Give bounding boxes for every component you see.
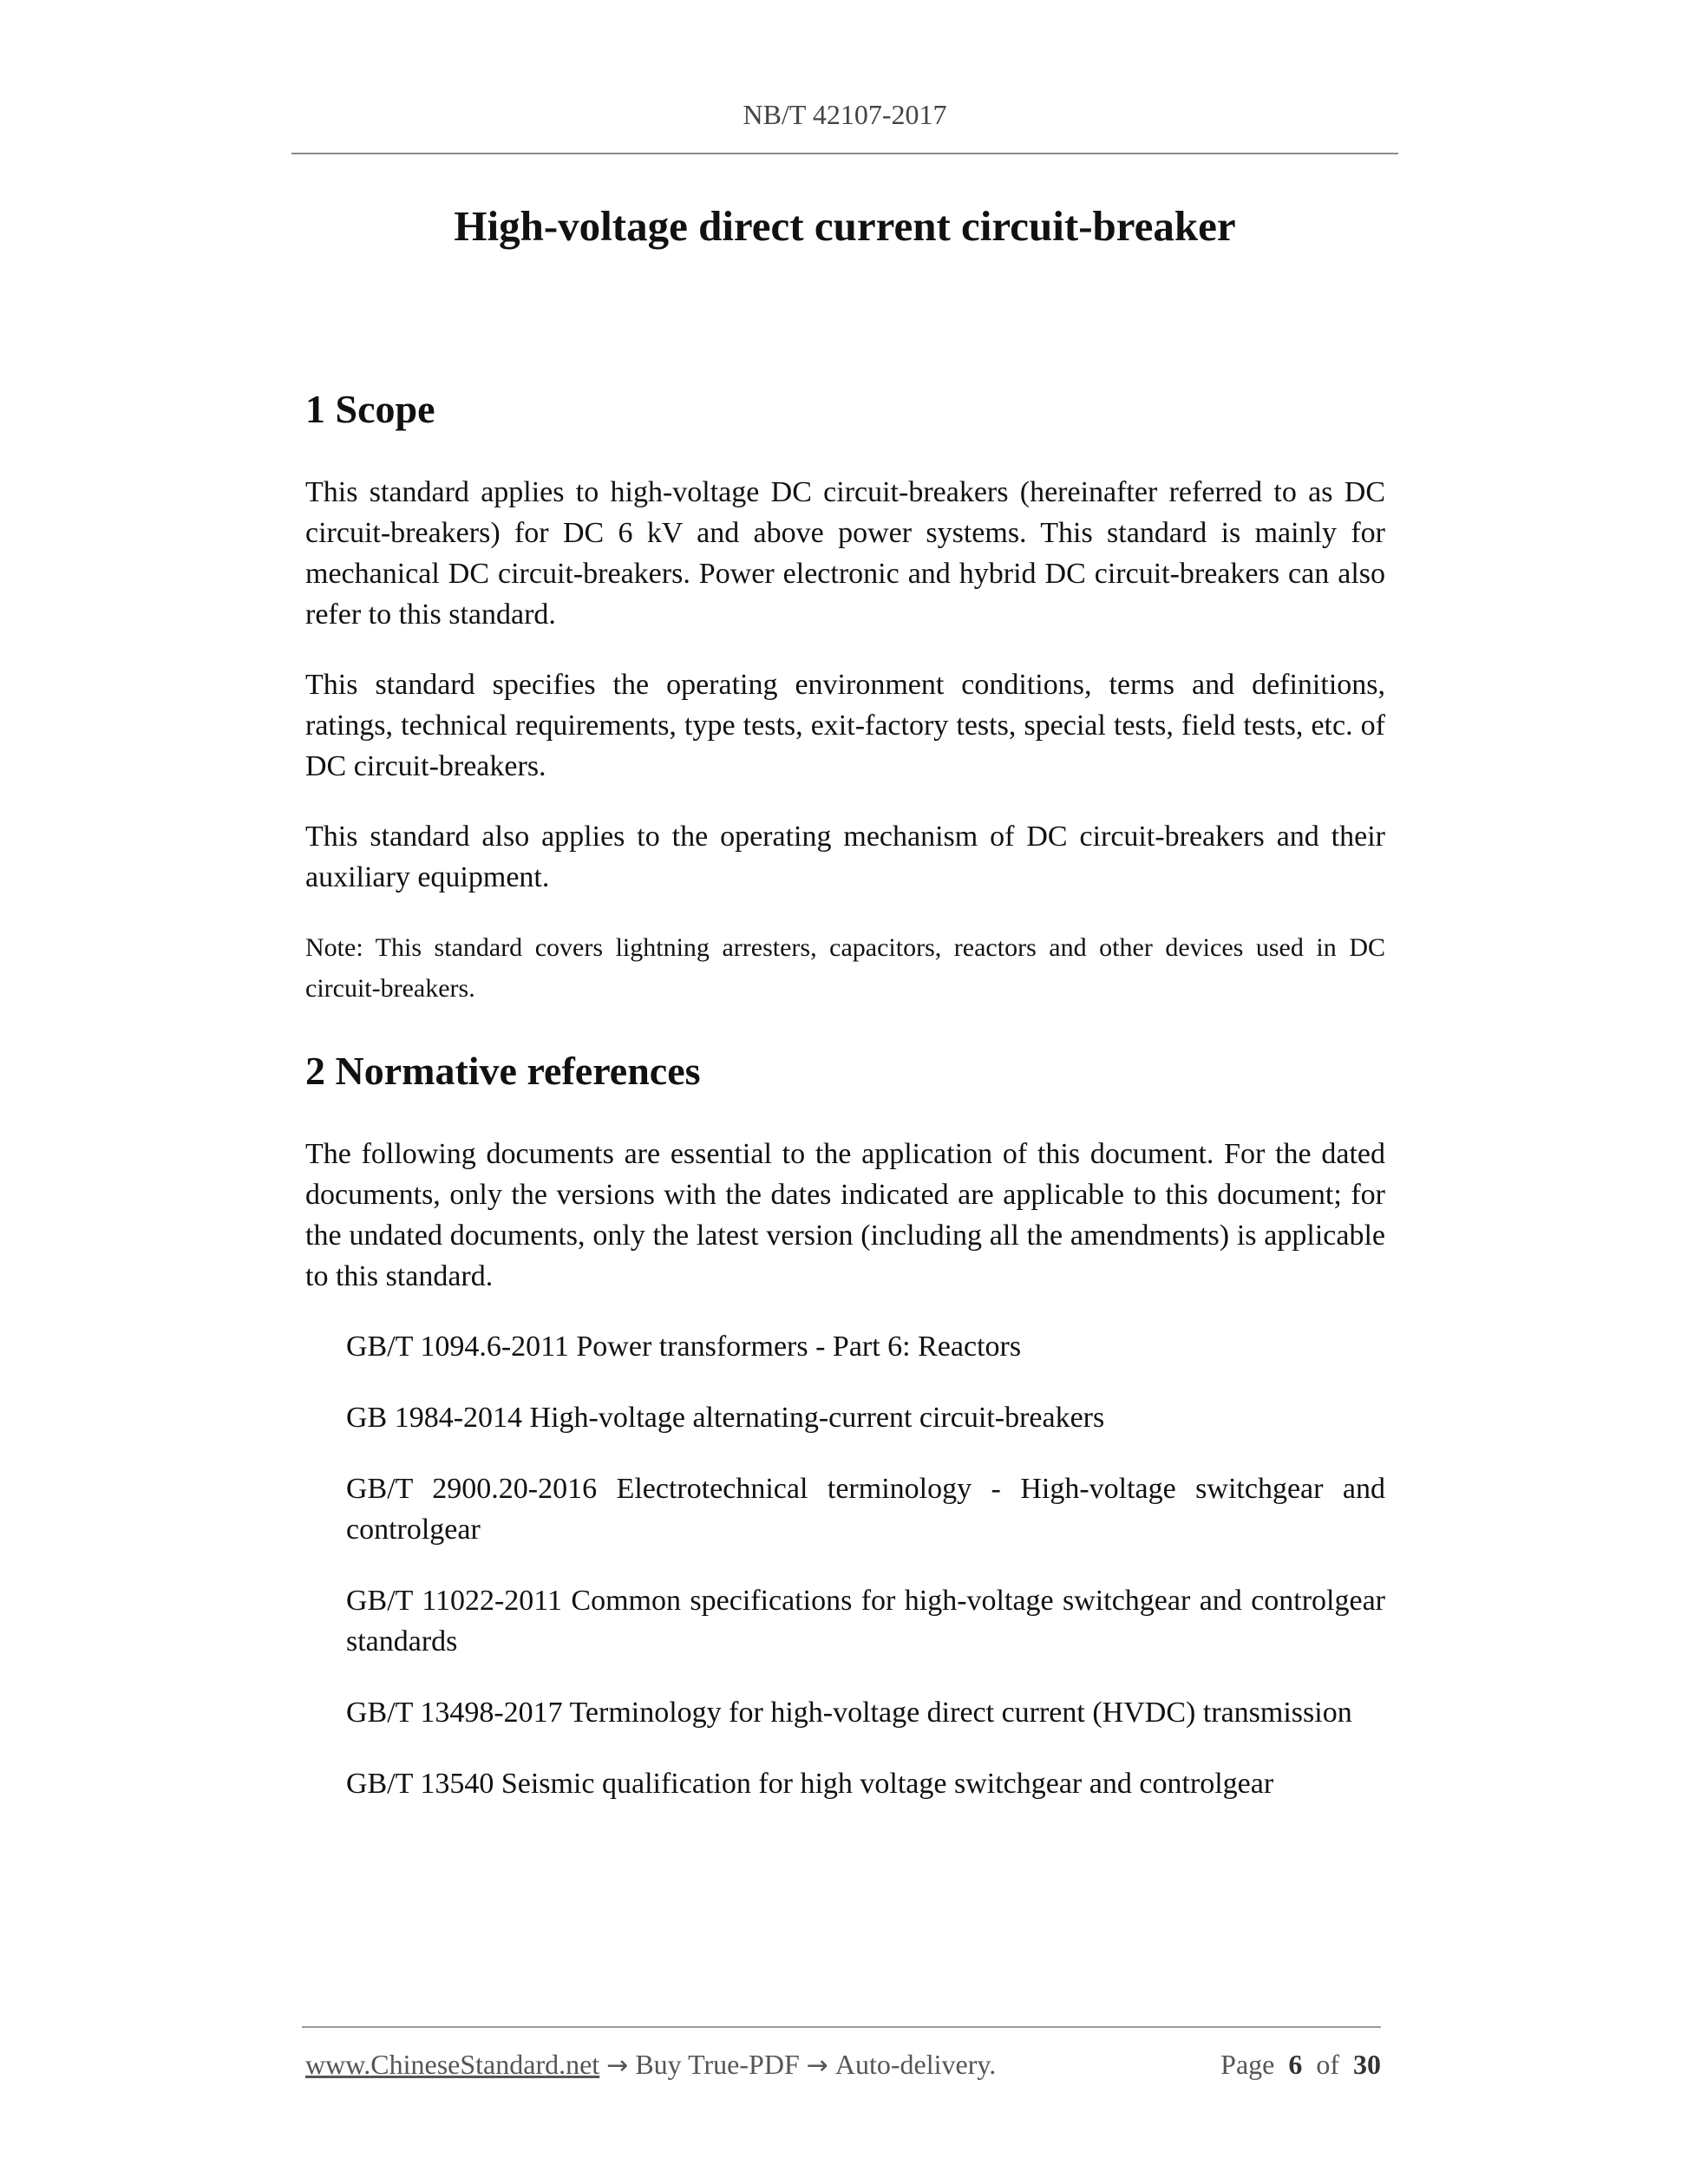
scope-paragraph-2: This standard specifies the operating environment conditions, terms and definitions, ratings, technical requirements, type tests, exit-factory tests, special tests, field tests, etc. of DC circuit-breakers.	[305, 669, 1385, 782]
page-total: 30	[1353, 2049, 1381, 2080]
section-heading-normative-references: 2 Normative references	[305, 1049, 701, 1093]
page-label: Page	[1220, 2049, 1275, 2080]
buy-text: Buy True-PDF	[635, 2049, 800, 2080]
references-intro: The following documents are essential to the application of this document. For the dated documents, only the versions with the dates indicated are applicable to this document; for the undated documents, only the latest version (including all the amendments) is applicable to this standard.	[305, 1138, 1385, 1292]
header-divider	[291, 153, 1398, 154]
footer-promo	[305, 2049, 996, 2081]
page-of: of	[1316, 2049, 1339, 2080]
arrow-right-icon: →	[806, 2050, 828, 2081]
running-header: NB/T 42107-2017	[743, 99, 947, 130]
reference-item: GB/T 13498-2017 Terminology for high-voltage direct current (HVDC) transmission	[346, 1697, 1352, 1729]
reference-item: GB/T 13540 Seismic qualification for high voltage switchgear and controlgear	[346, 1768, 1274, 1800]
scope-paragraph-3: This standard also applies to the operating mechanism of DC circuit-breakers and their auxiliary equipment.	[305, 821, 1385, 893]
delivery-text: Auto-delivery.	[834, 2049, 997, 2080]
scope-note: Note: This standard covers lightning arresters, capacitors, reactors and other devices used in DC circuit-breakers.	[305, 933, 1385, 1003]
arrow-right-icon: →	[606, 2050, 629, 2081]
page-footer	[305, 2049, 1381, 2081]
footer-divider	[302, 2026, 1381, 2028]
document-body	[305, 382, 1385, 1834]
document-title: High-voltage direct current circuit-breaker	[454, 202, 1236, 250]
reference-item: GB/T 11022-2011 Common specifications for high-voltage switchgear and controlgear standards	[346, 1585, 1385, 1658]
page-current: 6	[1288, 2049, 1303, 2080]
section-heading-scope: 1 Scope	[305, 387, 435, 431]
site-link[interactable]: www.ChineseStandard.net	[305, 2049, 600, 2080]
scope-paragraph-1: This standard applies to high-voltage DC circuit-breakers (hereinafter referred to as DC circuit-breakers) for DC 6 kV and above power systems. This standard is mainly for mechanical DC circuit-breakers. Power electronic and hybrid DC circuit-breakers can also refer to this standard.	[305, 476, 1385, 631]
reference-item: GB/T 1094.6-2011 Power transformers - Part 6: Reactors	[346, 1331, 1022, 1363]
page-number	[1220, 2049, 1381, 2081]
reference-item: GB/T 2900.20-2016 Electrotechnical terminology - High-voltage switchgear and controlgear	[346, 1473, 1385, 1546]
reference-item: GB 1984-2014 High-voltage alternating-current circuit-breakers	[346, 1402, 1105, 1434]
reference-list	[305, 1326, 1385, 1804]
